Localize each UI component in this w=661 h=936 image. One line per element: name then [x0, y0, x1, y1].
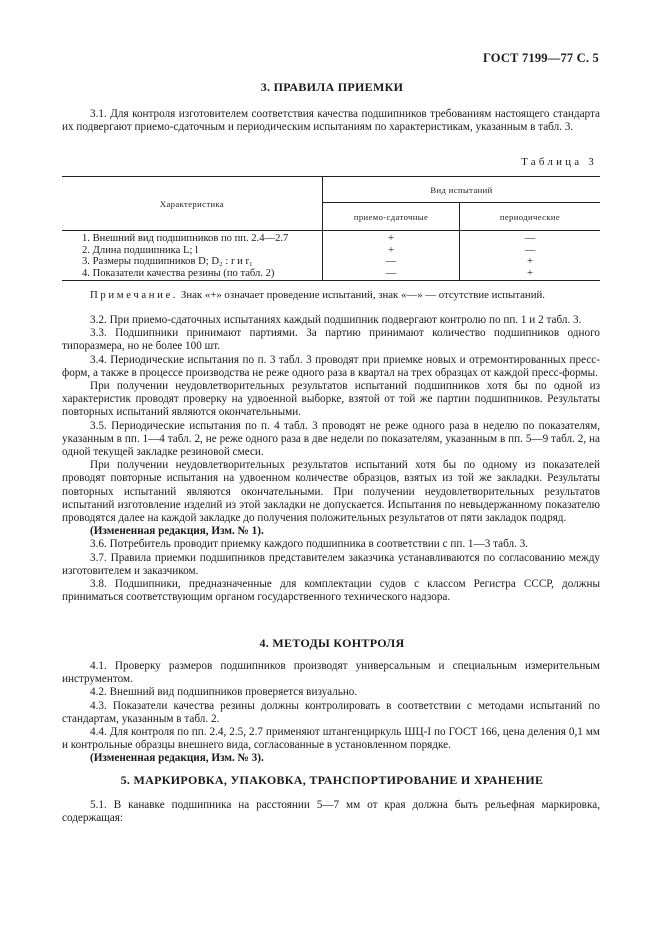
section-5-title: 5. МАРКИРОВКА, УПАКОВКА, ТРАНСПОРТИРОВАНИЕ И ХРАНЕНИЕ: [120, 773, 544, 787]
paragraph-3-1: 3.1. Для контроля изготовителем соответствия качества подшипников требованиям настоящего стандарта их подвергают приемо-сдаточным и периодическим испытаниям по характеристикам, указанным в табл. 3.: [62, 108, 600, 134]
paragraph-4-4: 4.4. Для контроля по пп. 2.4, 2.5, 2.7 применяют штангенциркуль ШЦ-I по ГОСТ 166, цена деления 0,1 мм и контрольные образцы внешнего вида, согласованные в установленном порядке.: [62, 726, 600, 752]
row-characteristic: 3. Размеры подшипников D; D₂ : r и r₁: [62, 256, 323, 268]
note-label: Примечание.: [90, 289, 179, 301]
page-header: ГОСТ 7199—77 С. 5: [482, 51, 599, 65]
section-4-body: [62, 660, 600, 766]
amendment-note-1: (Измененная редакция, Изм. № 1).: [90, 525, 264, 538]
paragraph-3-2: 3.2. При приемо-сдаточных испытаниях каждый подшипник подвергают контролю по пп. 1 и 2 табл. 3.: [90, 314, 582, 326]
table-row: [62, 256, 600, 268]
row-characteristic: 1. Внешний вид подшипников по пп. 2.4—2.7: [62, 231, 323, 245]
section-4-title: 4. МЕТОДЫ КОНТРОЛЯ: [259, 636, 405, 650]
table-header-characteristic: Характеристика: [62, 177, 323, 231]
paragraph-3-4: 3.4. Периодические испытания по п. 3 табл. 3 проводят при приемке новых и отремонтированных пресс-форм, а также в процессе производства не реже одного раза в квартал на трех образцах от каждой пресс-формы.: [62, 353, 600, 379]
row-periodic-mark: +: [460, 268, 601, 281]
row-periodic-mark: —: [524, 244, 536, 256]
section-3-body: [62, 314, 600, 604]
row-characteristic: 4. Показатели качества резины (по табл. 2): [62, 268, 323, 281]
section-3-title: 3. ПРАВИЛА ПРИЕМКИ: [260, 80, 404, 94]
paragraph-3-5-cont: При получении неудовлетворительных результатов испытаний хотя бы по одному из показателей проводят повторные испытания на удвоенном количестве образцов, взятых из той же закладки. Результаты повторных испытаний являются окончательными. При получении неудовлетворительных результатов испытаний изготовление изделий из этой закладки не допускается. Испытания по невыдержанному показателю проводятся далее на каждой закладке до получения положительных результатов от пяти закладок подряд.: [62, 459, 600, 525]
table-header-test-type: Вид испытаний: [323, 177, 601, 203]
table-note: [90, 289, 610, 302]
table-row: [62, 231, 600, 245]
paragraph-4-3: 4.3. Показатели качества резины должны контролировать в соответствии с методами испытаний по стандартам, указанным в табл. 2.: [62, 699, 600, 725]
table-3-caption: Таблица 3: [521, 156, 597, 168]
table-row: [62, 268, 600, 281]
paragraph-3-4-cont: При получении неудовлетворительных результатов испытаний подшипников хотя бы по одной из характеристик проводят проверку на удвоенной выборке, взятой от той же партии подшипников. Результаты повторных испытаний являются окончательными.: [62, 380, 600, 419]
table-header-acceptance: приемо-сдаточные: [323, 203, 460, 231]
paragraph-3-7: 3.7. Правила приемки подшипников представителем заказчика устанавливаются по согласованию между изготовителем и заказчиком.: [62, 551, 600, 577]
row-acceptance-mark: +: [323, 245, 460, 257]
row-acceptance-mark: —: [323, 256, 460, 268]
section-5-body: [62, 799, 600, 825]
row-acceptance-mark: +: [323, 231, 460, 245]
paragraph-3-6: 3.6. Потребитель проводит приемку каждого подшипника в соответствии с пп. 1—3 табл. 3.: [90, 538, 529, 551]
table-3: [62, 176, 600, 281]
paragraph-3-8: 3.8. Подшипники, предназначенные для комплектации судов с классом Регистра СССР, должны приниматься соответствующим органом государственного технического надзора.: [62, 578, 600, 604]
table-header-periodic: периодические: [460, 203, 601, 231]
row-characteristic: 2. Длина подшипника L; l: [62, 245, 323, 257]
paragraph-4-1: 4.1. Проверку размеров подшипников производят универсальным и специальным измерительным инструментом.: [62, 660, 600, 686]
note-text: Знак «+» означает проведение испытаний, знак «—» — отсутствие испытаний.: [180, 289, 545, 301]
row-acceptance-mark: —: [323, 268, 460, 281]
row-periodic-mark: —: [524, 233, 536, 244]
paragraph-5-1: 5.1. В канавке подшипника на расстоянии 5—7 мм от края должна быть рельефная маркировка, содержащая:: [62, 799, 600, 825]
paragraph-3-3: 3.3. Подшипники принимают партиями. За партию принимают количество подшипников одного типоразмера, но не более 100 шт.: [62, 327, 600, 353]
paragraph-4-2: 4.2. Внешний вид подшипников проверяется визуально.: [90, 686, 358, 699]
amendment-note-3: (Измененная редакция, Изм. № 3).: [90, 752, 264, 765]
row-periodic-mark: +: [527, 256, 533, 267]
table-row: [62, 245, 600, 257]
section-3-intro: [62, 108, 600, 134]
paragraph-3-5: 3.5. Периодические испытания по п. 4 табл. 3 проводят не реже одного раза в неделю по показателям, указанным в пп. 1—4 табл. 2, не реже одного раза в две недели по показателям, указанным в пп. 5—9 табл. 2, на одной текущей закладке резиновой смеси.: [62, 419, 600, 459]
